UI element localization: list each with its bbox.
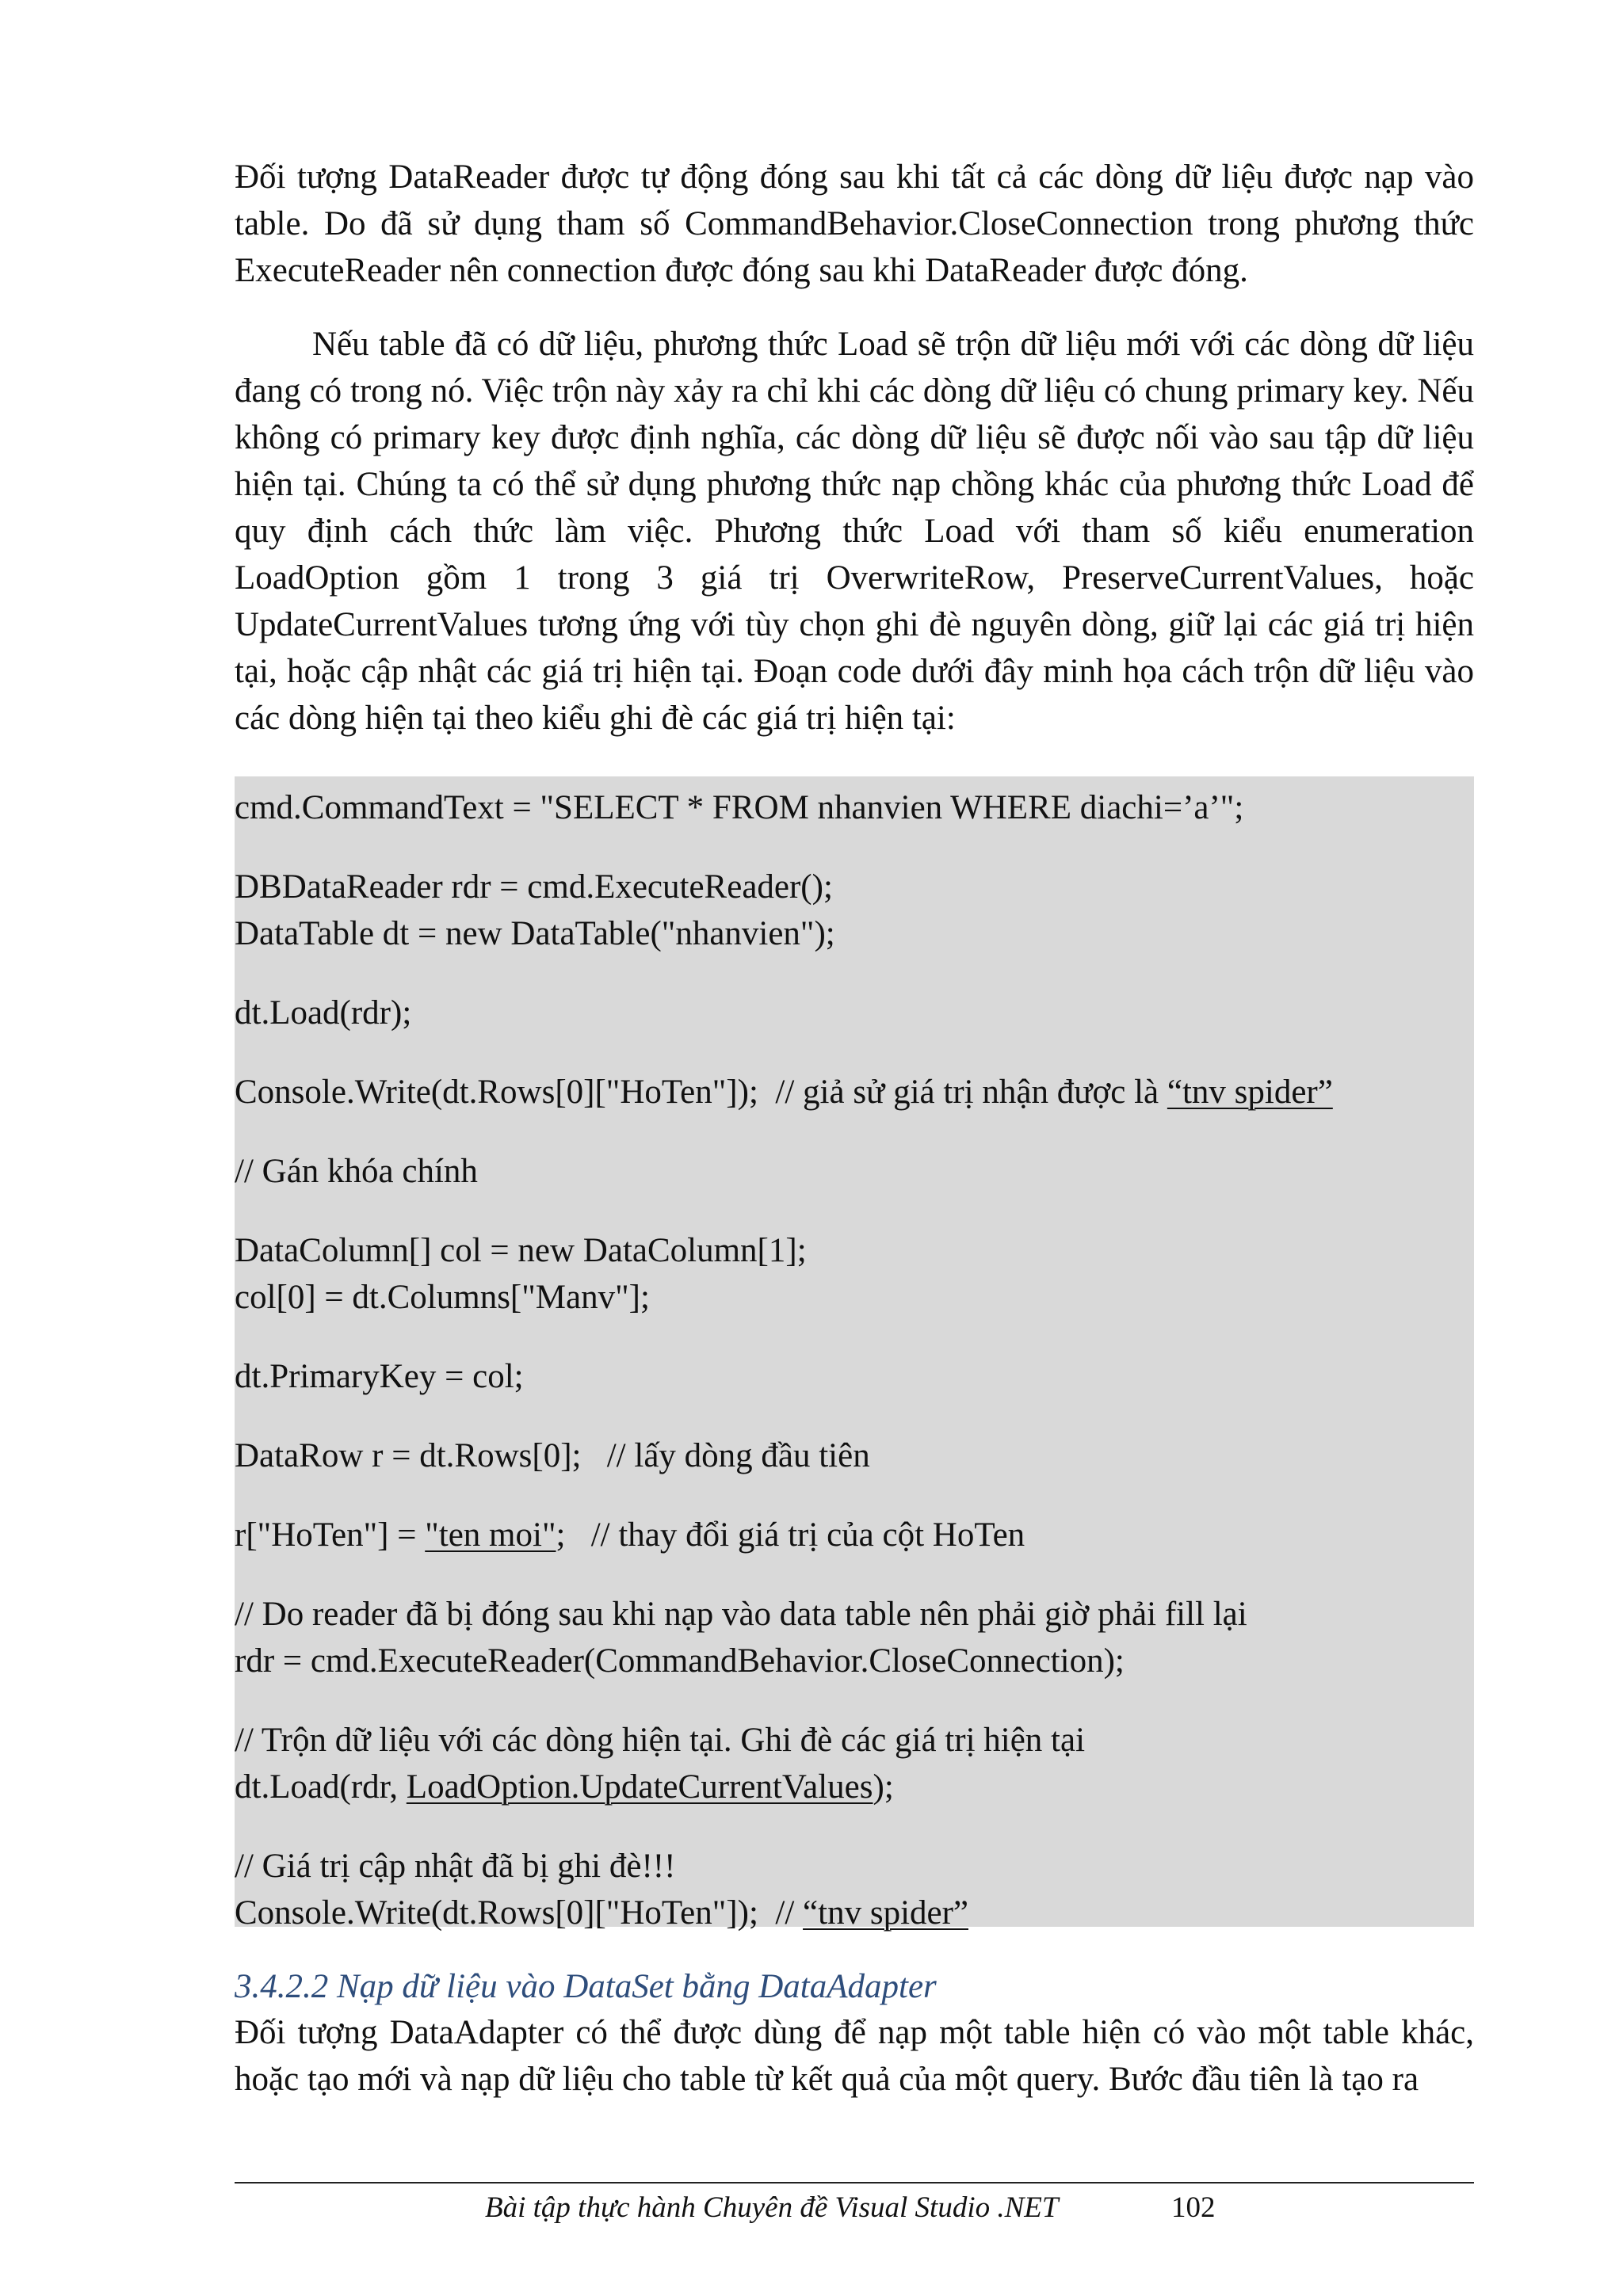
- intro-paragraph: [235, 154, 1474, 294]
- text-line: hoặc UpdateCurrentValues tương ứng với tùy chọn ghi đè nguyên dòng, giữ lại các giá: [235, 559, 1475, 643]
- after-text: [235, 2009, 1474, 2103]
- code-line: DataColumn[] col = new DataColumn[1];: [235, 1232, 807, 1269]
- code-text: );: [873, 1768, 894, 1806]
- text-line: liệu đang có trong nó. Việc trộn này xảy ra chỉ khi các dòng dữ liệu có chung primary: [235, 326, 1474, 410]
- text-line: hoặc tạo mới và nạp dữ liệu cho table từ kết quả của một query. Bước đầu tiên là tạo ra: [235, 2061, 1419, 2098]
- text-line: vào table. Do đã sử dụng tham số CommandBehavior.CloseConnection trong phương: [235, 158, 1475, 242]
- text-line: key. Nếu không có primary key được định nghĩa, các dòng dữ liệu sẽ được nối vào sau: [235, 372, 1474, 456]
- after-paragraph: [235, 2009, 1474, 2103]
- code-line: [235, 1764, 894, 1810]
- code-text: Console.Write(dt.Rows[0]["HoTen"]); // giả sử giá trị nhận được là: [235, 1074, 1167, 1111]
- underlined-text: "ten moi": [425, 1516, 556, 1554]
- text-line: thức Load để quy định cách thức làm việc. Phương thức Load với tham số kiểu: [235, 466, 1475, 550]
- text-line: Đối tượng DataAdapter có thể được dùng để nạp một table hiện có vào một table khác,: [235, 2014, 1474, 2051]
- page-number: 102: [1171, 2191, 1216, 2224]
- code-line: [235, 1069, 1333, 1116]
- code-text: r["HoTen"] =: [235, 1516, 426, 1554]
- code-comment: // Trộn dữ liệu với các dòng hiện tại. Ghi đè các giá trị hiện tại: [235, 1722, 1086, 1759]
- code-line: cmd.CommandText = "SELECT * FROM nhanvien WHERE diachi=’a’";: [235, 789, 1244, 826]
- underlined-text: “tnv spider”: [803, 1894, 968, 1932]
- underlined-text: LoadOption.UpdateCurrentValues: [406, 1768, 873, 1806]
- code-line: DBDataReader rdr = cmd.ExecuteReader();: [235, 868, 833, 906]
- section-heading: 3.4.2.2 Nạp dữ liệu vào DataSet bằng DataAdapter: [235, 1968, 937, 2005]
- code-comment: // Do reader đã bị đóng sau khi nạp vào data table nên phải giờ phải fill lại: [235, 1596, 1247, 1633]
- code-comment: // Giá trị cập nhật đã bị ghi đè!!!: [235, 1848, 676, 1885]
- code-line: dt.Load(rdr);: [235, 994, 412, 1032]
- code-line: col[0] = dt.Columns["Manv"];: [235, 1279, 650, 1316]
- code-text: Console.Write(dt.Rows[0]["HoTen"]); //: [235, 1894, 804, 1932]
- body-text: [235, 154, 1474, 742]
- text-line: tập dữ liệu hiện tại. Chúng ta có thể sử dụng phương thức nạp chồng khác của phương: [235, 419, 1474, 503]
- code-line: [235, 1890, 968, 1936]
- code-text: dt.Load(rdr,: [235, 1768, 407, 1806]
- code-line: rdr = cmd.ExecuteReader(CommandBehavior.CloseConnection);: [235, 1642, 1125, 1680]
- code-text: ; // thay đổi giá trị của cột HoTen: [556, 1516, 1025, 1554]
- text-line: trị hiện tại, hoặc cập nhật các giá trị hiện tại. Đoạn code dưới đây minh họa cách trộn: [235, 606, 1474, 690]
- footer-divider: [235, 2182, 1474, 2183]
- text-line: Đối tượng DataReader được tự động đóng sau khi tất cả các dòng dữ liệu được nạp: [235, 158, 1414, 196]
- code-line: DataRow r = dt.Rows[0]; // lấy dòng đầu tiên: [235, 1437, 870, 1474]
- underlined-text: “tnv spider”: [1167, 1074, 1333, 1111]
- footer-title: Bài tập thực hành Chuyên đề Visual Studio .NET: [485, 2191, 1059, 2224]
- text-line: Nếu table đã có dữ liệu, phương thức Load sẽ trộn dữ liệu mới với các dòng dữ: [312, 326, 1414, 363]
- text-line: thức ExecuteReader nên connection được đóng sau khi DataReader được đóng.: [235, 205, 1475, 289]
- code-block: [235, 776, 1474, 1932]
- code-comment: // Gán khóa chính: [235, 1153, 478, 1190]
- text-line: dữ liệu vào các dòng hiện tại theo kiểu ghi đè các giá trị hiện tại:: [235, 653, 1474, 737]
- text-line: enumeration LoadOption gồm 1 trong 3 giá trị OverwriteRow, PreserveCurrentValues,: [235, 513, 1475, 597]
- second-paragraph: [235, 321, 1474, 742]
- code-line: [235, 1512, 1025, 1558]
- code-line: dt.PrimaryKey = col;: [235, 1358, 524, 1395]
- code-line: DataTable dt = new DataTable("nhanvien");: [235, 915, 835, 952]
